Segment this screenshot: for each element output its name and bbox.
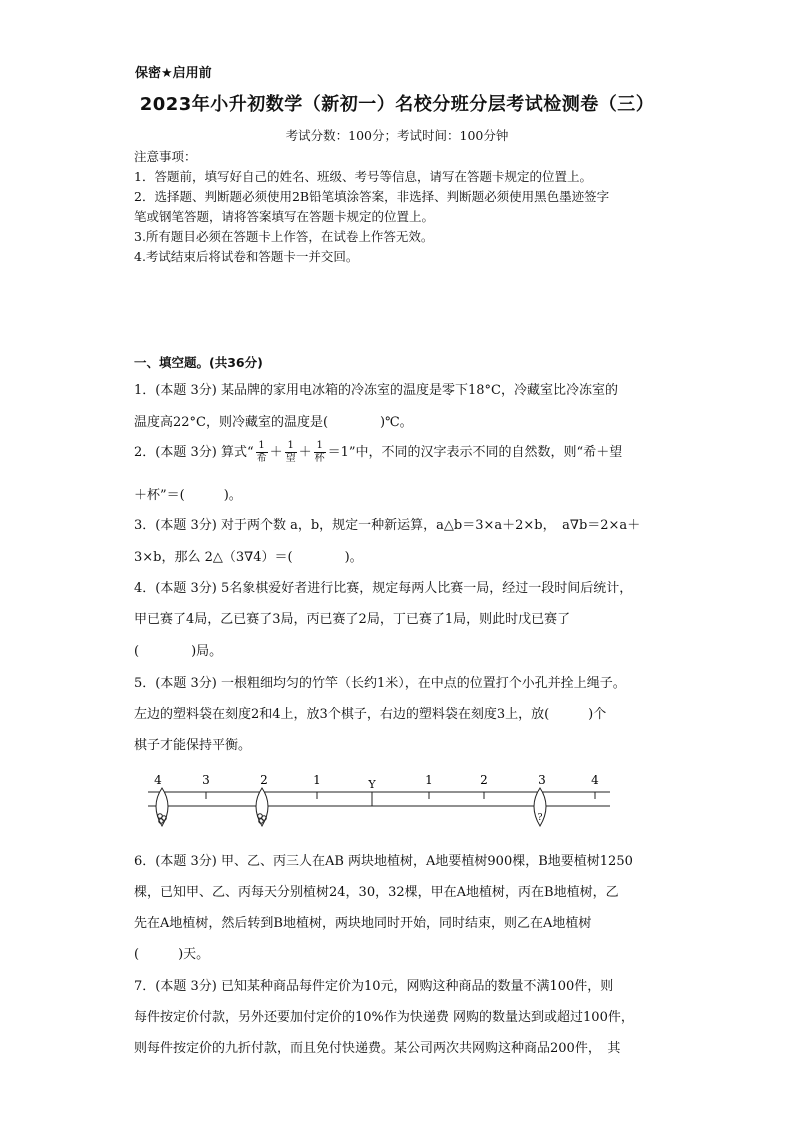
plus-sign: ＋ xyxy=(298,445,312,460)
question-4-line-1: 4．(本题 3分) 5名象棋爱好者进行比赛，规定每两人比赛一局，经过一段时间后统计， xyxy=(134,581,633,596)
label-left-2: 2 xyxy=(260,773,268,787)
unknown-count-mark: ? xyxy=(537,813,543,823)
exam-subtitle: 考试分数：100分；考试时间：100分钟 xyxy=(285,128,509,143)
fraction-xi xyxy=(256,440,268,465)
fraction-numerator: 1 xyxy=(256,440,268,453)
question-6-line-3: 先在A地植树，然后转到B地植树，两块地同时开始，同时结束，则乙在A地植树 xyxy=(134,916,592,931)
instruction-item: 3.所有题目必须在答题卡上作答，在试卷上作答无效。 xyxy=(134,229,434,244)
bag-right-3 xyxy=(534,788,546,826)
exam-title: 2023年小升初数学（新初一）名校分班分层考试检测卷（三） xyxy=(139,94,655,115)
question-1-line-1: 1．(本题 3分) 某品牌的家用电冰箱的冷冻室的温度是零下18°C，冷藏室比冷冻室的 xyxy=(134,383,618,398)
instructions xyxy=(134,147,674,267)
section-title: 一、填空题。(共36分) xyxy=(134,355,263,370)
question-4-line-3: ( )局。 xyxy=(134,644,223,659)
fraction-wang xyxy=(285,440,297,465)
label-left-3: 3 xyxy=(202,773,210,787)
fraction-bei xyxy=(314,440,326,465)
question-1-line-2: 温度高22°C，则冷藏室的温度是( )℃。 xyxy=(134,415,413,430)
question-6-line-1: 6．(本题 3分) 甲、乙、丙三人在AB 两块地植树，A地要植树900棵，B地要植树1250 xyxy=(134,854,633,869)
label-right-1: 1 xyxy=(425,773,433,787)
question-7-line-1: 7．(本题 3分) 已知某种商品每件定价为10元，网购这种商品的数量不满100件，则 xyxy=(134,979,614,994)
confidential-mark: 保密★启用前 xyxy=(135,66,212,81)
question-7-line-2: 每件按定价付款，另外还要加付定价的10%作为快递费 网购的数量达到或超过100件， xyxy=(134,1010,634,1025)
label-right-4: 4 xyxy=(591,773,599,787)
fraction-denominator: 杯 xyxy=(314,453,325,464)
bag-left-2 xyxy=(256,788,268,826)
balance-rod-figure xyxy=(140,766,620,836)
question-4-line-2: 甲已赛了4局，乙已赛了3局，丙已赛了2局，丁已赛了1局，则此时戊已赛了 xyxy=(134,612,571,627)
label-left-1: 1 xyxy=(313,773,321,787)
question-6-line-2: 棵，已知甲、乙、丙每天分别植树24，30，32棵，甲在A地植树，丙在B地植树，乙 xyxy=(134,885,619,900)
question-7-line-3: 则每件按定价的九折付款，而且免付快递费。某公司两次共网购这种商品200件， 其 xyxy=(134,1041,621,1056)
question-2-text-b: ＝1”中，不同的汉字表示不同的自然数，则“希＋望 xyxy=(327,445,623,460)
center-pivot-mark: Y xyxy=(368,778,376,791)
instruction-item: 2．选择题、判断题必须使用2B铅笔填涂答案，非选择、判断题必须使用黑色墨迹签字 xyxy=(134,189,610,204)
question-2-text-a: 2．(本题 3分) 算式“ xyxy=(134,445,254,460)
instruction-item: 4.考试结束后将试卷和答题卡一并交回。 xyxy=(134,249,359,264)
question-2-line-2: ＋杯”＝( )。 xyxy=(134,488,242,503)
label-right-2: 2 xyxy=(480,773,488,787)
label-right-3: 3 xyxy=(538,773,546,787)
bag-left-4 xyxy=(156,788,168,826)
fraction-denominator: 希 xyxy=(256,453,267,464)
fraction-numerator: 1 xyxy=(285,440,297,453)
question-5-line-2: 左边的塑料袋在刻度2和4上，放3个棋子，右边的塑料袋在刻度3上，放( )个 xyxy=(134,707,607,722)
fraction-numerator: 1 xyxy=(314,440,326,453)
question-5-line-3: 棋子才能保持平衡。 xyxy=(134,738,252,753)
question-3-line-1: 3．(本题 3分) 对于两个数 a，b，规定一种新运算，a△b＝3×a＋2×b， a∇b＝2×a＋ xyxy=(134,518,641,533)
fraction-denominator: 望 xyxy=(285,453,296,464)
question-2-line-1 xyxy=(134,440,622,465)
plus-sign: ＋ xyxy=(269,445,283,460)
instructions-heading: 注意事项： xyxy=(134,149,197,164)
instruction-item: 笔或钢笔答题，请将答案填写在答题卡规定的位置上。 xyxy=(134,209,435,224)
instruction-item: 1．答题前，填写好自己的姓名、班级、考号等信息，请写在答题卡规定的位置上。 xyxy=(134,169,592,184)
question-5-line-1: 5．(本题 3分) 一根粗细均匀的竹竿（长约1米），在中点的位置打个小孔并拴上绳子。 xyxy=(134,676,626,691)
question-6-line-4: ( )天。 xyxy=(134,947,210,962)
label-left-4: 4 xyxy=(154,773,162,787)
question-3-line-2: 3×b，那么 2△（3∇4）＝( )。 xyxy=(134,550,363,565)
